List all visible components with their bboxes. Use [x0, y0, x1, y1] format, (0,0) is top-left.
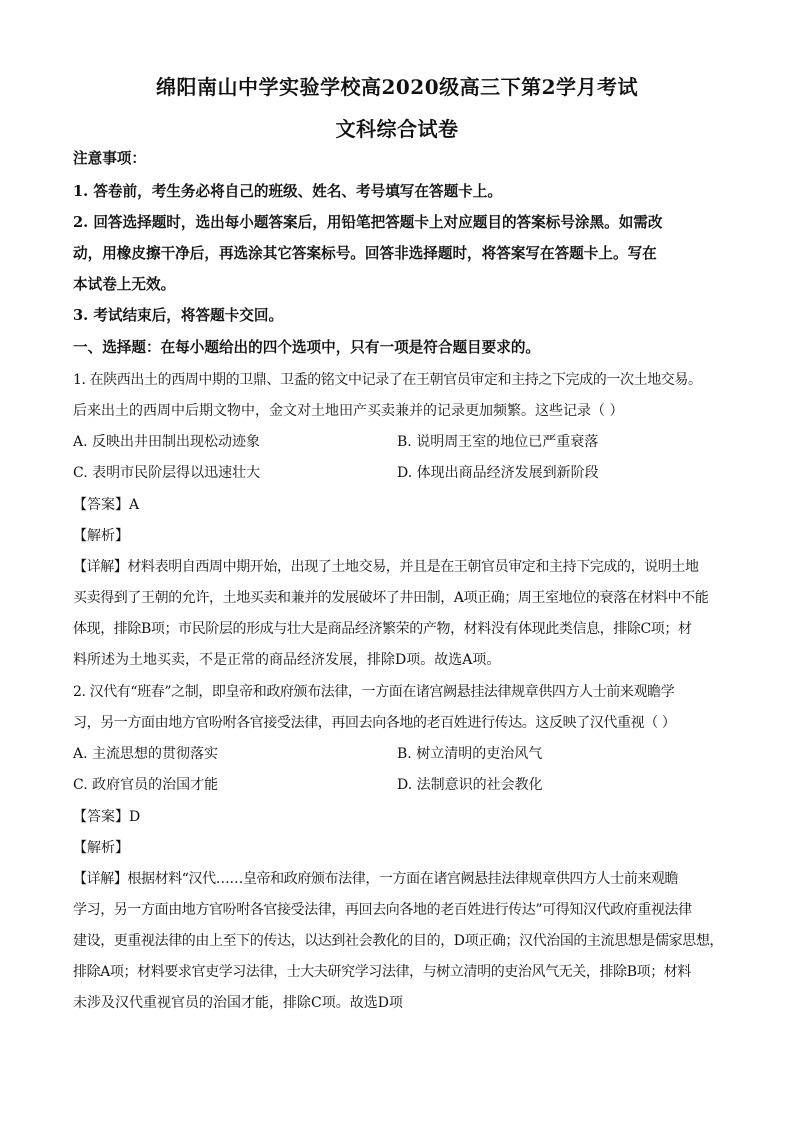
q2-detail-line-4: 排除A项；材料要求官吏学习法律，士大夫研究学习法律，与树立清明的吏治风气无关，排除B项；材料 — [73, 964, 691, 980]
notice-item-2-line-2: 动，用橡皮擦干净后，再选涂其它答案标号。回答非选择题时，将答案写在答题卡上。写在 — [73, 245, 657, 262]
q2-option-d: D. 法制意识的社会教化 — [397, 777, 543, 793]
q1-option-a: A. 反映出井田制出现松动迹象 — [73, 434, 261, 450]
q1-option-c: C. 表明市民阶层得以迅速壮大 — [73, 465, 261, 481]
exam-subtitle: 文科综合试卷 — [335, 117, 459, 141]
q1-detail-line-4: 料所述为土地买卖，不是正常的商品经济发展，排除D项。故选A项。 — [73, 652, 501, 668]
q2-answer: 【答案】D — [73, 809, 141, 825]
q2-detail-line-1: 【详解】根据材料“汉代……皇帝和政府颁布法律，一方面在诸宫阙悬挂法律规章供四方人士前来观瞻 — [73, 871, 679, 887]
q1-option-b: B. 说明周王室的地位已严重衰落 — [397, 434, 599, 450]
q2-option-a: A. 主流思想的贯彻落实 — [73, 746, 219, 762]
q1-analysis-label: 【解析】 — [73, 528, 129, 544]
q1-detail-line-3: 体现，排除B项；市民阶层的形成与壮大是商品经济繁荣的产物，材料没有体现此类信息，排除C项；材 — [73, 621, 692, 637]
notice-item-3: 3. 考试结束后，将答题卡交回。 — [73, 307, 284, 324]
exam-title: 绵阳南山中学实验学校高2020级高三下第2学月考试 — [155, 75, 639, 99]
q2-stem-line-1: 2. 汉代有“班春”之制，即皇帝和政府颁布法律，一方面在诸宫阙悬挂法律规章供四方人士前来观瞻学 — [73, 684, 675, 700]
q2-detail-line-3: 建设，更重视法律的由上至下的传达，以达到社会教化的目的，D项正确；汉代治国的主流思想是儒家思想， — [73, 933, 724, 949]
notice-item-2-line-1: 2. 回答选择题时，选出每小题答案后，用铅笔把答题卡上对应题目的答案标号涂黑。如需改 — [73, 214, 663, 231]
q1-stem-line-2: 后来出土的西周中后期文物中，金文对土地田产买卖兼并的记录更加频繁。这些记录（ ） — [73, 403, 624, 419]
q2-stem-line-2: 习，另一方面由地方官吩咐各官接受法律，再回去向各地的老百姓进行传达。这反映了汉代重视（ ） — [73, 715, 676, 731]
section-heading: 一、选择题：在每小题给出的四个选项中，只有一项是符合题目要求的。 — [73, 339, 541, 356]
q1-option-d: D. 体现出商品经济发展到新阶段 — [397, 465, 599, 481]
notice-item-2-line-3: 本试卷上无效。 — [73, 276, 176, 293]
q2-option-c: C. 政府官员的治国才能 — [73, 777, 219, 793]
notice-heading: 注意事项： — [73, 150, 146, 167]
q1-detail-line-2: 买卖得到了王朝的允许，土地买卖和兼并的发展破坏了井田制，A项正确；周王室地位的衰落在材料中不能 — [73, 590, 709, 606]
q2-detail-line-2: 学习，另一方面由地方官吩咐各官接受法律，再回去向各地的老百姓进行传达”可得知汉代政府重视法律 — [73, 902, 692, 918]
q2-analysis-label: 【解析】 — [73, 840, 129, 856]
notice-item-1: 1. 答卷前，考生务必将自己的班级、姓名、考号填写在答题卡上。 — [73, 183, 502, 200]
q1-detail-line-1: 【详解】材料表明自西周中期开始，出现了土地交易，并且是在王朝官员审定和主持下完成的，说明土地 — [73, 559, 699, 575]
q1-stem-line-1: 1. 在陕西出土的西周中期的卫鼎、卫盉的铭文中记录了在王朝官员审定和主持之下完成的一次土地交易。 — [73, 372, 702, 388]
q1-answer: 【答案】A — [73, 497, 140, 513]
q2-option-b: B. 树立清明的吏治风气 — [397, 746, 543, 762]
q2-detail-line-5: 未涉及汉代重视官员的治国才能，排除C项。故选D项 — [73, 995, 403, 1011]
